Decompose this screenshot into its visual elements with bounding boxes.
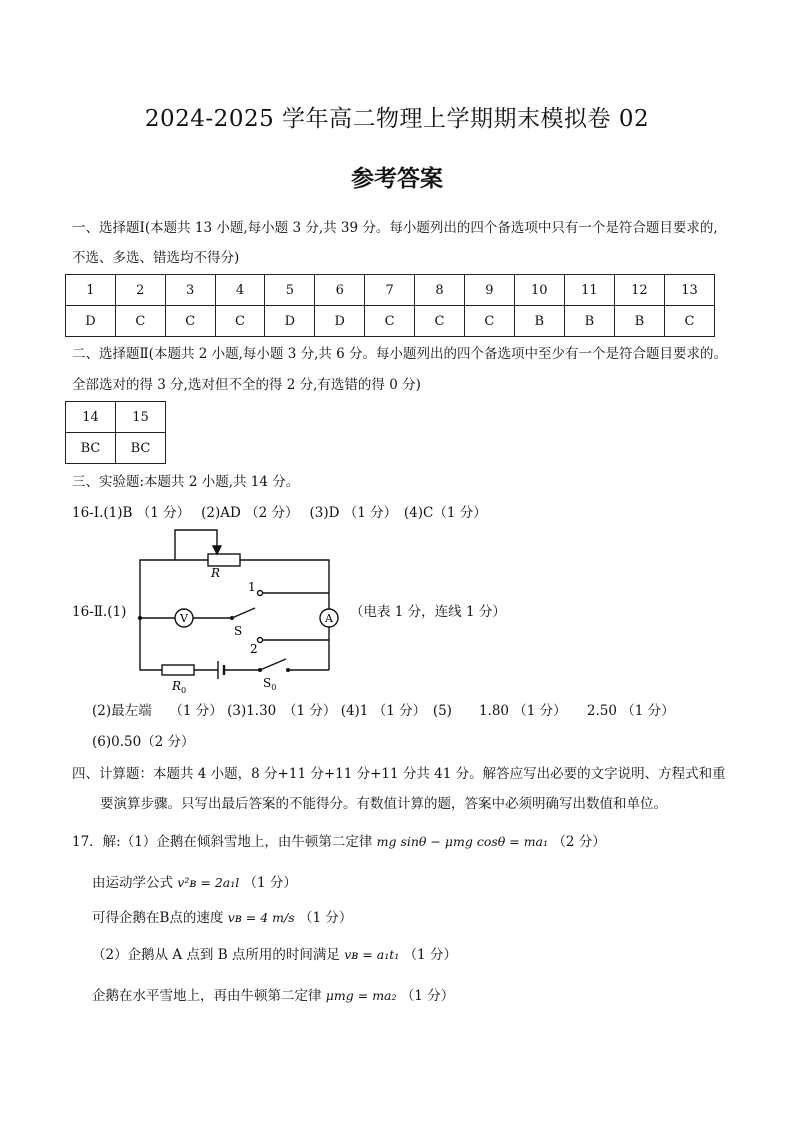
section1-heading-line1: 一、选择题Ⅰ(本题共 13 小题,每小题 3 分,共 39 分。每小题列出的四个备选项中只有一个是符合题目要求的, xyxy=(72,220,718,236)
q17-line2-text: 由运动学公式 xyxy=(92,875,173,891)
table-row-numbers xyxy=(66,402,166,433)
table-row-answers xyxy=(66,433,166,464)
table-cell: D xyxy=(66,306,116,337)
q17-line5 xyxy=(92,986,454,1006)
table-cell: 8 xyxy=(415,275,465,306)
switch-s-blade xyxy=(232,608,255,618)
q17-line1-score: （2 分） xyxy=(552,834,606,850)
q17-line2 xyxy=(92,873,297,893)
table-row-answers xyxy=(66,306,715,337)
q17-line4 xyxy=(92,945,457,965)
q17-line5-text: 企鹅在水平雪地上，再由牛顿第二定律 xyxy=(92,988,322,1004)
answer-table-2 xyxy=(65,401,166,464)
answer-table-1 xyxy=(65,274,715,337)
table-cell: C xyxy=(464,306,514,337)
q17-equation-time: vʙ = a₁t₁ xyxy=(344,947,400,962)
table-cell: 10 xyxy=(514,275,564,306)
rheostat-body xyxy=(208,554,240,566)
contact-2 xyxy=(258,638,263,643)
q16-part2-answers: (2)最左端 （1 分） (3)1.30 （1 分） (4)1 （1 分） (5) 1.80 （1 分） 2.50 （1 分） xyxy=(92,703,675,719)
section3-heading: 三、实验题:本题共 2 小题,共 14 分。 xyxy=(72,474,300,490)
table-cell: 6 xyxy=(315,275,365,306)
q17-line4-score: （1 分） xyxy=(403,947,457,963)
voltmeter-label: V xyxy=(180,612,188,625)
table-cell: B xyxy=(514,306,564,337)
table-cell: 15 xyxy=(116,402,166,433)
table-cell: C xyxy=(215,306,265,337)
page-subtitle: 参考答案 xyxy=(351,165,443,192)
table-cell: 12 xyxy=(614,275,664,306)
contact-1-label: 1 xyxy=(248,580,256,594)
section2-heading-line2: 全部选对的得 3 分,选对但不全的得 2 分,有选错的得 0 分) xyxy=(72,377,421,393)
q17-line1-text: 17．解:（1）企鹅在倾斜雪地上，由牛顿第二定律 xyxy=(72,834,373,850)
switch-s0-contact xyxy=(286,668,290,672)
q17-equation-kinematics: v²ʙ = 2a₁l xyxy=(177,875,240,890)
table-cell: BC xyxy=(116,433,166,464)
section4-heading-line1: 四、计算题：本题共 4 小题，8 分+11 分+11 分+11 分共 41 分。解答应写出必要的文字说明、方程式和重 xyxy=(72,766,726,782)
table-cell: C xyxy=(365,306,415,337)
table-cell: 13 xyxy=(664,275,714,306)
q16-part2-label: 16-Ⅱ.(1) xyxy=(72,604,127,620)
rheostat-slider-arrow xyxy=(213,546,221,554)
table-cell: C xyxy=(165,306,215,337)
table-cell: 4 xyxy=(215,275,265,306)
q17-line5-score: （1 分） xyxy=(400,988,455,1004)
q17-equation-newton-incline: mg sinθ − μmg cosθ = ma₁ xyxy=(376,834,549,849)
contact-2-label: 2 xyxy=(250,642,258,656)
q17-equation-newton-flat: μmg = ma₂ xyxy=(325,988,397,1003)
table-cell: 7 xyxy=(365,275,415,306)
table-cell: C xyxy=(115,306,165,337)
table-cell: C xyxy=(664,306,714,337)
section2-heading-line1: 二、选择题Ⅱ(本题共 2 小题,每小题 3 分,共 6 分。每小题列出的四个备选项中至少有一个是符合题目要求的。 xyxy=(72,346,728,362)
table-cell: C xyxy=(415,306,465,337)
q17-line4-text: （2）企鹅从 A 点到 B 点所用的时间满足 xyxy=(92,947,340,963)
switch-s0-pivot xyxy=(258,668,262,672)
table-row-numbers xyxy=(66,275,715,306)
junction-dot xyxy=(138,616,142,620)
table-cell: 2 xyxy=(115,275,165,306)
table-cell: 11 xyxy=(564,275,614,306)
table-cell: B xyxy=(564,306,614,337)
table-cell: B xyxy=(614,306,664,337)
section1-heading-line2: 不选、多选、错选均不得分) xyxy=(72,250,240,266)
table-cell: D xyxy=(315,306,365,337)
q17-equation-velocity-b: vʙ = 4 m/s xyxy=(227,910,295,925)
table-cell: 5 xyxy=(265,275,315,306)
section4-heading-line2: 要演算步骤。只写出最后答案的不能得分。有数值计算的题，答案中必须明确写出数值和单位。 xyxy=(100,796,667,812)
q17-line1 xyxy=(72,832,606,852)
table-cell: 14 xyxy=(66,402,116,433)
switch-s-label: S xyxy=(234,624,243,638)
rheostat-label: R xyxy=(211,566,221,580)
table-cell: 9 xyxy=(464,275,514,306)
rheostat-slider-wire xyxy=(175,530,217,560)
q17-line3-text: 可得企鹅在B点的速度 xyxy=(92,910,224,926)
q16-part1-answers: 16-Ⅰ.(1)B （1 分） (2)AD （2 分） (3)D （1 分） (4)C（1 分） xyxy=(72,505,487,521)
resistor-r0-label: $R_0$ xyxy=(172,679,187,695)
q17-line3-score: （1 分） xyxy=(298,910,353,926)
circuit-score-note: （电表 1 分，连线 1 分） xyxy=(350,604,506,620)
resistor-r0-body xyxy=(162,665,194,675)
ammeter-label: A xyxy=(325,612,333,625)
table-cell: D xyxy=(265,306,315,337)
page-title: 2024-2025 学年高二物理上学期期末模拟卷 02 xyxy=(144,106,650,132)
switch-s0-label: $S_0$ xyxy=(263,676,277,692)
q16-part2-last-answer: (6)0.50（2 分） xyxy=(92,734,195,750)
q17-line2-score: （1 分） xyxy=(243,875,297,891)
table-cell: 1 xyxy=(66,275,116,306)
table-cell: BC xyxy=(66,433,116,464)
switch-s0-blade xyxy=(260,659,286,670)
q17-line3 xyxy=(92,908,352,928)
table-cell: 3 xyxy=(165,275,215,306)
circuit-diagram xyxy=(120,525,360,700)
contact-1 xyxy=(258,591,263,596)
switch-s-pivot xyxy=(230,616,234,620)
